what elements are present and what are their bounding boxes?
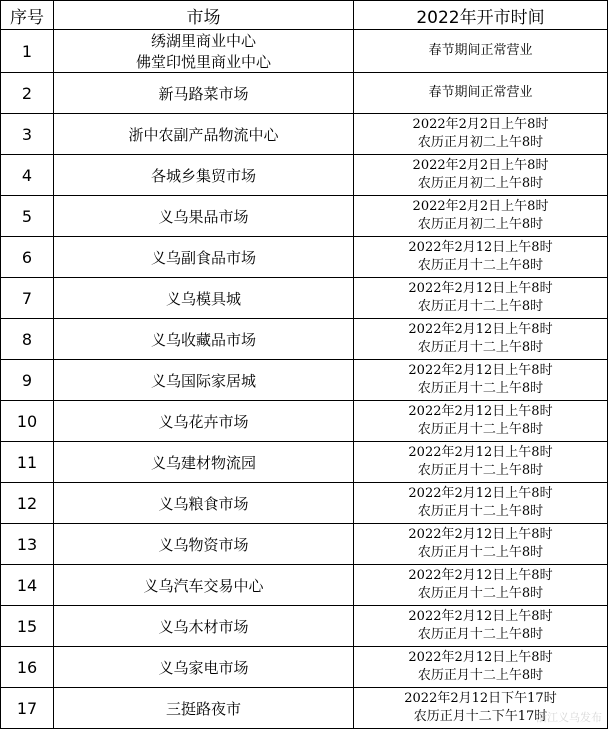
table-row [1,565,608,606]
table-row [1,278,608,319]
market-name-line: 绣湖里商业中心 [150,32,256,50]
market-name-line: 三挺路夜市 [165,699,241,718]
table-body [1,30,608,729]
table-row [1,237,608,278]
opening-time-line: 2022年2月12日上午8时 [408,281,553,296]
opening-time-line: 农历正月十二上午8时 [417,258,544,273]
opening-time-cell [354,278,608,319]
opening-time-line: 农历正月初二上午8时 [417,176,544,191]
market-name-cell [54,688,354,729]
serial-number-cell: 12 [1,483,54,524]
opening-time-line: 农历正月十二上午8时 [417,463,544,478]
table-row [1,114,608,155]
table-row [1,196,608,237]
opening-time-line: 2022年2月12日上午8时 [408,363,553,378]
table-header-row [1,1,608,30]
opening-time-cell [354,196,608,237]
opening-time-cell [354,360,608,401]
table-row [1,360,608,401]
opening-time-line: 农历正月十二上午8时 [417,340,544,355]
market-name-line: 义乌汽车交易中心 [143,576,264,595]
market-name-cell [54,278,354,319]
header-serial-number: 序号 [1,1,54,30]
opening-time-line: 2022年2月12日上午8时 [408,527,553,542]
market-name-cell [54,73,354,114]
opening-time-line: 2022年2月2日上午8时 [412,158,549,173]
opening-time-cell [354,483,608,524]
opening-time-cell [354,647,608,688]
market-name-line: 义乌国际家居城 [150,371,256,390]
opening-time-line: 2022年2月12日上午8时 [408,486,553,501]
opening-time-line: 农历正月十二上午8时 [417,545,544,560]
opening-time-line: 2022年2月12日上午8时 [408,568,553,583]
opening-time-line: 农历正月十二上午8时 [417,586,544,601]
opening-time-line: 春节期间正常营业 [428,85,533,100]
opening-time-line: 2022年2月12日上午8时 [408,404,553,419]
opening-time-line: 农历正月十二上午8时 [417,627,544,642]
header-opening-time: 2022年开市时间 [354,1,608,30]
opening-time-cell [354,442,608,483]
market-name-line: 浙中农副产品物流中心 [128,125,279,144]
table-row [1,688,608,729]
market-name-cell [54,196,354,237]
opening-time-line: 2022年2月12日下午17时 [404,691,557,706]
watermark: 浙江义乌发布 [536,711,602,724]
opening-time-cell [354,319,608,360]
serial-number-cell: 15 [1,606,54,647]
serial-number-cell: 16 [1,647,54,688]
market-name-line: 义乌收藏品市场 [150,330,256,349]
serial-number-cell: 5 [1,196,54,237]
table-row [1,483,608,524]
opening-time-line: 2022年2月12日上午8时 [408,322,553,337]
serial-number-cell: 7 [1,278,54,319]
serial-number-cell: 17 [1,688,54,729]
serial-number-cell: 1 [1,30,54,73]
opening-time-cell [354,524,608,565]
opening-time-line: 农历正月十二下午17时 [413,709,548,724]
market-name-cell [54,647,354,688]
market-name-cell [54,442,354,483]
market-name-cell [54,360,354,401]
market-name-line: 义乌家电市场 [158,658,249,677]
table-row [1,155,608,196]
market-name-cell [54,401,354,442]
table-row [1,73,608,114]
opening-time-cell [354,606,608,647]
table-row [1,442,608,483]
table-row [1,647,608,688]
opening-time-line: 2022年2月12日上午8时 [408,445,553,460]
market-name-line: 义乌粮食市场 [158,494,249,513]
opening-time-line: 农历正月初二上午8时 [417,217,544,232]
table-row [1,524,608,565]
opening-time-cell [354,565,608,606]
serial-number-cell: 9 [1,360,54,401]
opening-time-cell [354,30,608,73]
opening-time-line: 农历正月十二上午8时 [417,381,544,396]
serial-number-cell: 11 [1,442,54,483]
market-name-cell [54,30,354,73]
serial-number-cell: 14 [1,565,54,606]
market-name-line: 义乌建材物流园 [150,453,256,472]
opening-time-line: 农历正月十二上午8时 [417,422,544,437]
market-name-line: 义乌花卉市场 [158,412,249,431]
market-name-line: 义乌物资市场 [158,535,249,554]
opening-time-cell [354,237,608,278]
opening-time-cell [354,155,608,196]
opening-time-line: 春节期间正常营业 [428,43,533,58]
serial-number-cell: 3 [1,114,54,155]
opening-time-line: 2022年2月2日上午8时 [412,117,549,132]
opening-time-cell [354,401,608,442]
opening-time-line: 农历正月十二上午8时 [417,504,544,519]
market-name-cell [54,483,354,524]
opening-time-line: 农历正月十二上午8时 [417,668,544,683]
serial-number-cell: 2 [1,73,54,114]
market-name-line: 义乌副食品市场 [150,248,256,267]
market-name-cell [54,565,354,606]
market-name-cell [54,319,354,360]
market-name-line: 义乌木材市场 [158,617,249,636]
market-name-line: 义乌果品市场 [158,207,249,226]
header-market: 市场 [54,1,354,30]
table-row [1,606,608,647]
market-name-cell [54,114,354,155]
opening-time-line: 农历正月初二上午8时 [417,135,544,150]
market-name-line: 义乌模具城 [165,289,241,308]
opening-time-line: 2022年2月12日上午8时 [408,240,553,255]
opening-time-cell [354,114,608,155]
market-name-cell [54,155,354,196]
opening-time-line: 农历正月十二上午8时 [417,299,544,314]
table-row [1,30,608,73]
market-name-line: 新马路菜市场 [158,84,249,103]
serial-number-cell: 6 [1,237,54,278]
market-name-line: 各城乡集贸市场 [150,166,256,185]
serial-number-cell: 13 [1,524,54,565]
serial-number-cell: 8 [1,319,54,360]
market-name-cell [54,237,354,278]
serial-number-cell: 10 [1,401,54,442]
market-name-line: 佛堂印悦里商业中心 [135,53,271,71]
market-name-cell [54,524,354,565]
table-row [1,401,608,442]
opening-time-line: 2022年2月12日上午8时 [408,650,553,665]
opening-time-line: 2022年2月12日上午8时 [408,609,553,624]
market-name-cell [54,606,354,647]
opening-time-cell [354,73,608,114]
table-row [1,319,608,360]
serial-number-cell: 4 [1,155,54,196]
opening-time-line: 2022年2月2日上午8时 [412,199,549,214]
